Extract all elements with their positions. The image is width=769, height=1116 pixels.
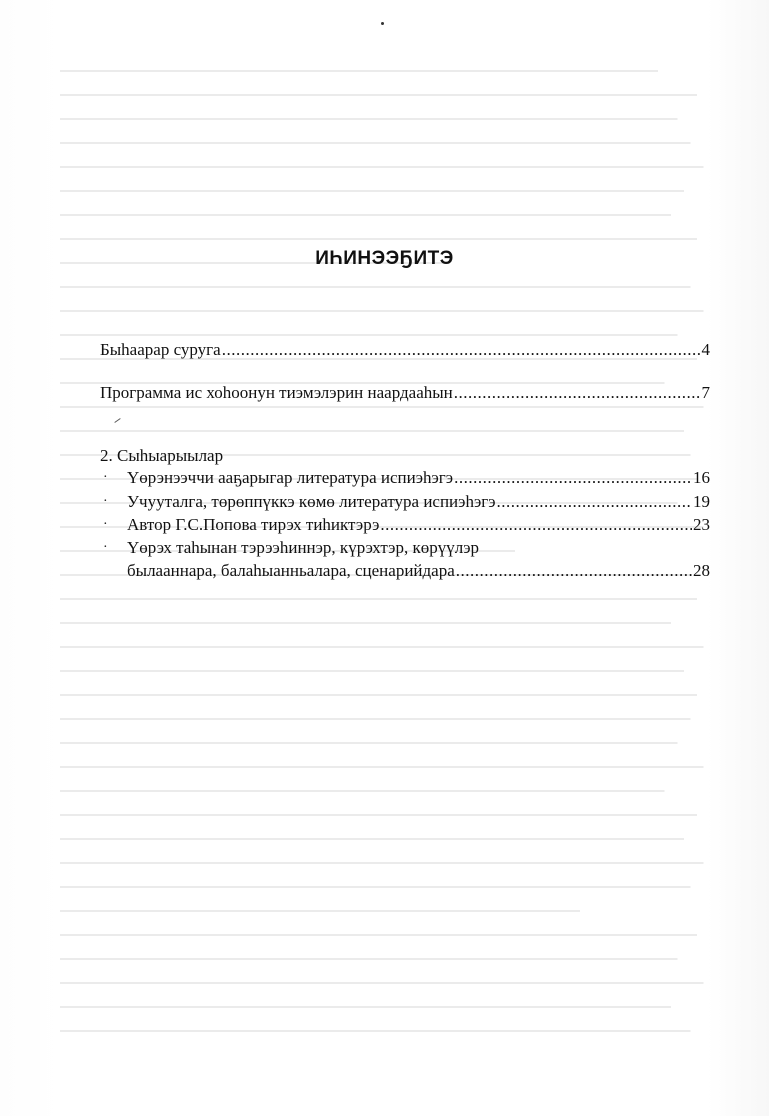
- toc-item-author-notes: [127, 515, 710, 535]
- dot-leader: [454, 468, 692, 488]
- dot-leader: [222, 340, 701, 360]
- toc-item-events-line1: Үөрэх таһынан тэрээһиннэр, күрэхтэр, көрүүлэр: [127, 538, 480, 557]
- bullet-mark: ·: [103, 517, 108, 532]
- toc-item-page: 16: [693, 468, 710, 487]
- dot-leader: [456, 561, 692, 581]
- toc-title: ИҺИНЭЭҔИТЭ: [315, 248, 454, 269]
- dot-leader: [454, 383, 701, 403]
- toc-entry-label: Быһаарар суруга: [100, 340, 221, 359]
- toc-item-label: Автор Г.С.Попова тирэх тиһиктэрэ: [127, 515, 380, 534]
- toc-item-events-line2: [127, 561, 710, 581]
- toc-item-page: 19: [693, 492, 710, 511]
- toc-entry-program-topics: [100, 383, 710, 403]
- toc-item-student-reading-list: [127, 468, 710, 488]
- toc-item-teacher-parent-list: [127, 492, 710, 512]
- toc-item-label: Үөрэнээччи ааҕарыгар литература испиэһэгэ: [127, 468, 454, 487]
- stray-pen-mark: [114, 418, 120, 423]
- bullet-mark: ·: [103, 494, 108, 509]
- toc-entry-label: Программа ис хоһоонун тиэмэлэрин наардааһын: [100, 383, 453, 402]
- dot-leader: [497, 492, 692, 512]
- toc-item-page: 28: [693, 561, 710, 580]
- toc-item-label: Учууталга, төрөппүккэ көмө литература испиэһэгэ: [127, 492, 496, 511]
- toc-entry-page: 7: [701, 383, 710, 402]
- toc-item-page: 23: [693, 515, 710, 534]
- dot-leader: [380, 515, 692, 535]
- scan-dot-mark: [381, 22, 384, 25]
- toc-item-label: былааннара, балаһыанньалара, сценарийдара: [127, 561, 455, 580]
- toc-entry-introduction: [100, 340, 710, 360]
- toc-section-heading: 2. Сыһыарыылар: [100, 446, 224, 465]
- bullet-mark: ·: [103, 540, 108, 555]
- toc-entry-page: 4: [701, 340, 710, 359]
- bullet-mark: ·: [103, 470, 108, 485]
